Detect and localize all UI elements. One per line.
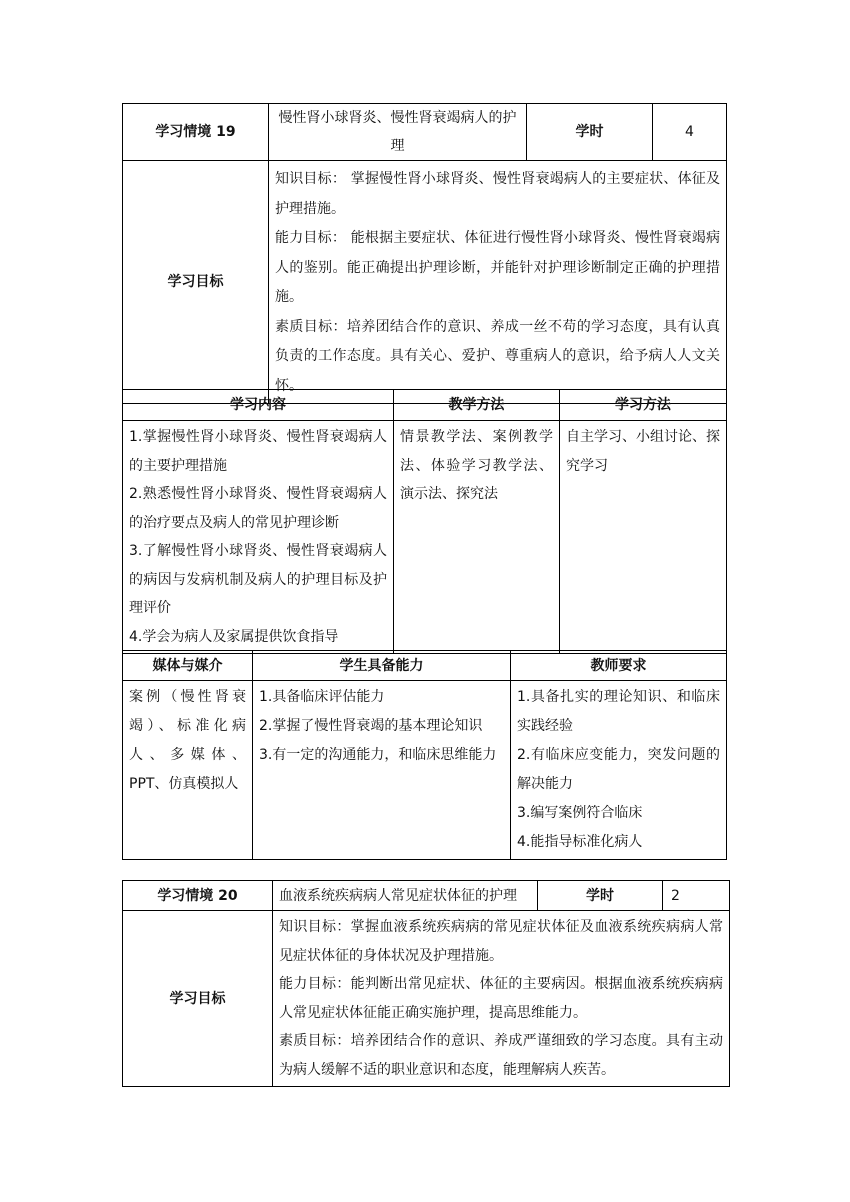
content-item: 1.掌握慢性肾小球肾炎、慢性肾衰竭病人的主要护理措施 <box>129 429 387 474</box>
goals-label: 学习目标 <box>123 911 273 1087</box>
content-item: 4.学会为病人及家属提供饮食指导 <box>129 628 339 645</box>
ability-cell <box>253 681 511 860</box>
teach-methods: 情景教学法、案例教学法、体验学习教学法、演示法、探究法 <box>394 421 560 654</box>
col-teach-header: 教学方法 <box>394 390 560 421</box>
ability-item: 1.具备临床评估能力 <box>259 689 385 705</box>
hours-label: 学时 <box>538 881 663 911</box>
quality-goal: 素质目标：培养团结合作的意识、养成一丝不苟的学习态度，具有认真负责的工作态度。具有关心、爱护、尊重病人的意识，给予病人人文关怀。 <box>275 318 720 394</box>
col-media-header: 媒体与媒介 <box>123 651 253 681</box>
knowledge-goal: 知识目标： 掌握慢性肾小球肾炎、慢性肾衰竭病人的主要症状、体征及护理措施。 <box>275 171 720 217</box>
goals-cell <box>273 911 730 1087</box>
situation-label: 学习情境 19 <box>123 104 269 161</box>
goals-label: 学习目标 <box>123 161 269 404</box>
ability-item: 2.掌握了慢性肾衰竭的基本理论知识 <box>259 718 483 734</box>
situation-19-methods-table <box>122 389 727 654</box>
col-learn-header: 学习方法 <box>560 390 727 421</box>
requirement-item: 2.有临床应变能力，突发问题的解决能力 <box>517 747 720 792</box>
hours-value: 2 <box>663 881 730 911</box>
hours-value: 4 <box>653 104 727 161</box>
ability-item: 3.有一定的沟通能力，和临床思维能力 <box>259 747 497 763</box>
requirement-item: 4.能指导标准化病人 <box>517 834 643 850</box>
requirement-cell <box>511 681 727 860</box>
content-item: 2.熟悉慢性肾小球肾炎、慢性肾衰竭病人的治疗要点及病人的常见护理诊断 <box>129 486 387 531</box>
requirement-item: 3.编写案例符合临床 <box>517 805 643 821</box>
situation-title: 血液系统疾病病人常见症状体征的护理 <box>273 881 538 911</box>
quality-goal: 素质目标：培养团结合作的意识、养成严谨细致的学习态度。具有主动为病人缓解不适的职业意识和态度，能理解病人疾苦。 <box>279 1033 723 1078</box>
col-req-header: 教师要求 <box>511 651 727 681</box>
media-cell: 案例（慢性肾衰竭）、标准化病人、多媒体、PPT、仿真模拟人 <box>123 681 253 860</box>
hours-label: 学时 <box>527 104 653 161</box>
content-item: 3.了解慢性肾小球肾炎、慢性肾衰竭病人的病因与发病机制及病人的护理目标及护理评价 <box>129 543 387 616</box>
ability-goal: 能力目标： 能根据主要症状、体征进行慢性肾小球肾炎、慢性肾衰竭病人的鉴别。能正确提出护理诊断，并能针对护理诊断制定正确的护理措施。 <box>275 230 720 305</box>
situation-20-table <box>122 880 730 1087</box>
knowledge-goal: 知识目标：掌握血液系统疾病病的常见症状体征及血液系统疾病病人常见症状体征的身体状况及护理措施。 <box>279 919 723 964</box>
ability-goal: 能力目标：能判断出常见症状、体征的主要病因。根据血液系统疾病病人常见症状体征能正确实施护理，提高思维能力。 <box>279 976 723 1021</box>
learn-methods: 自主学习、小组讨论、探究学习 <box>560 421 727 654</box>
situation-label: 学习情境 20 <box>123 881 273 911</box>
col-content-header: 学习内容 <box>123 390 394 421</box>
situation-title: 慢性肾小球肾炎、慢性肾衰竭病人的护理 <box>269 104 527 161</box>
col-ability-header: 学生具备能力 <box>253 651 511 681</box>
situation-19-resources-table <box>122 650 727 860</box>
requirement-item: 1.具备扎实的理论知识、和临床实践经验 <box>517 689 720 734</box>
goals-cell <box>269 161 727 404</box>
content-cell <box>123 421 394 654</box>
situation-19-header-table <box>122 103 727 404</box>
